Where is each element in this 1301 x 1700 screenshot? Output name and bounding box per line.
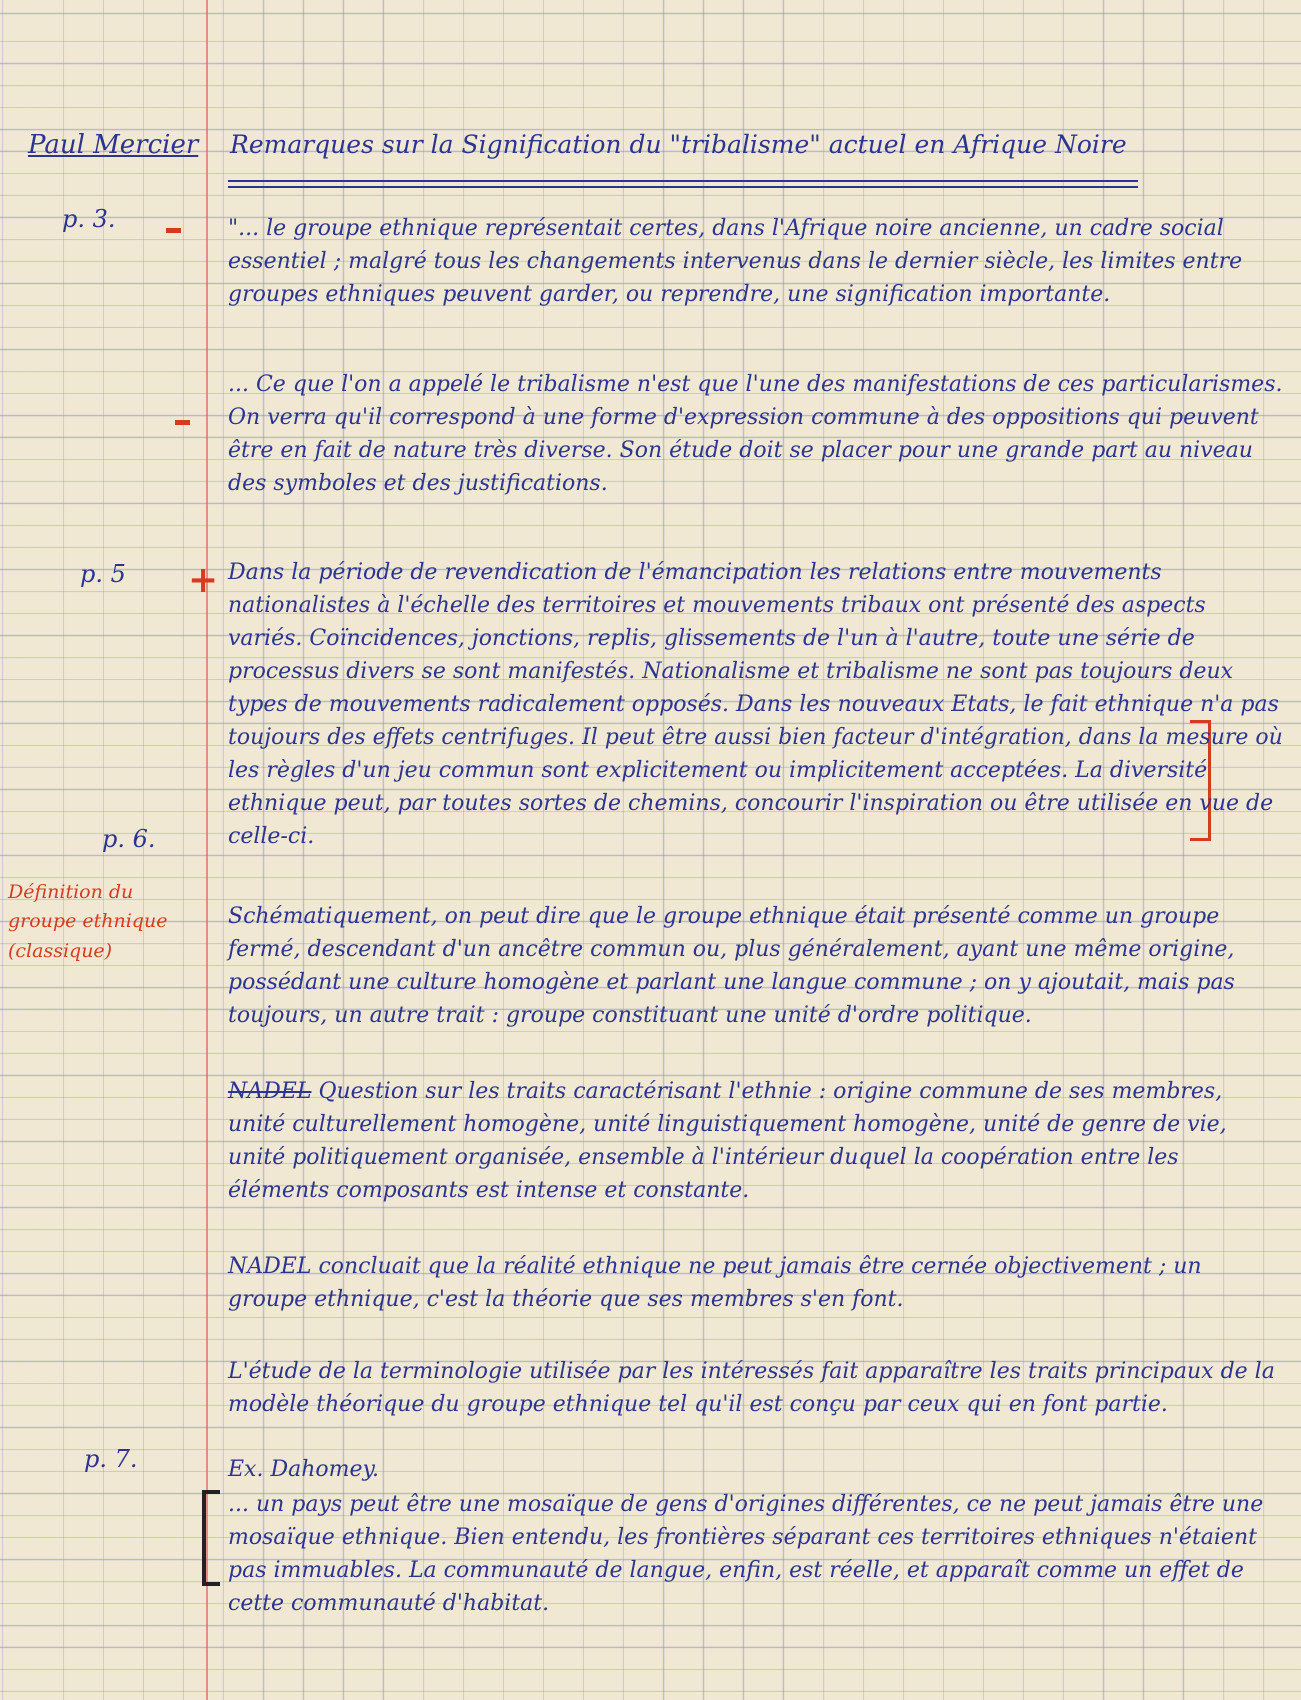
title-double-rule <box>228 180 1138 188</box>
author-name: Paul Mercier <box>28 130 199 160</box>
red-plus-marker: + <box>188 559 219 601</box>
paragraph: Ex. Dahomey. <box>228 1457 380 1482</box>
margin-line <box>206 0 208 1700</box>
page-ref-p3: p. 3. <box>62 205 116 233</box>
paragraph: Dans la période de revendication de l'émancipation les relations entre mouvements nationalistes à l'échelle des territoires et mouvements tribaux ont présenté des aspects variés. Coïncidences, jonctions, replis, glissements de l'un à l'autre, toute une série de processus divers se sont manifestés. Nationalisme et tribalisme ne sont pas toujours deux types de mouvements radicalement opposés. Dans les nouveaux Etats, le fait ethnique n'a pas toujours des effets centrifuges. Il peut être aussi bien facteur d'intégration, dans la mesure où les règles d'un jeu commun sont explicitement ou implicitement acceptées. La diversité ethnique peut, par toutes sortes de chemins, concourir l'inspiration ou être utilisée en vue de celle-ci. <box>228 560 1283 849</box>
black-margin-bracket <box>202 1490 220 1586</box>
struck-word: NADEL <box>228 1079 312 1104</box>
paragraph: Schématiquement, on peut dire que le groupe ethnique était présenté comme un groupe fermé, descendant d'un ancêtre commun ou, plus généralement, ayant une même origine, possédant une culture homogène et parlant une langue commune ; on y ajoutait, mais pas toujours, un autre trait : groupe constituant une unité d'ordre politique. <box>228 904 1235 1028</box>
paragraph-text: Question sur les traits caractérisant l'ethnie : origine commune de ses membres, unité culturellement homogène, unité linguistiquement homogène, unité de genre de vie, unité politiquement organisée, ensemble à l'intérieur duquel la coopération entre les éléments composants est intense et constante. <box>228 1079 1227 1203</box>
paragraph: NADEL concluait que la réalité ethnique ne peut jamais être cernée objectivement ; un groupe ethnique, c'est la théorie que ses membres s'en font. <box>228 1254 1202 1312</box>
page-title: Remarques sur la Signification du "tribalisme" actuel en Afrique Noire <box>230 130 1127 159</box>
page-ref-p7: p. 7. <box>84 1445 138 1473</box>
side-note-definition: Définition du groupe ethnique (classique) <box>8 881 168 962</box>
paragraph <box>228 1075 1283 1207</box>
red-dash-marker <box>166 228 181 233</box>
paragraph: "... le groupe ethnique représentait certes, dans l'Afrique noire ancienne, un cadre social essentiel ; malgré tous les changements intervenus dans le dernier siècle, les limites entre groupes ethniques peuvent garder, ou reprendre, une signification importante. <box>228 216 1243 307</box>
red-dash-marker <box>175 420 190 425</box>
paragraph: L'étude de la terminologie utilisée par les intéressés fait apparaître les traits principaux de la modèle théorique du groupe ethnique tel qu'il est conçu par ceux qui en font partie. <box>228 1359 1275 1417</box>
page-ref-p6: p. 6. <box>102 825 156 853</box>
page-ref-p5: p. 5 <box>80 560 126 588</box>
paragraph: ... un pays peut être une mosaïque de gens d'origines différentes, ce ne peut jamais être une mosaïque ethnique. Bien entendu, les frontières séparant ces territoires ethniques n'étaient pas immuables. La communauté de langue, enfin, est réelle, et apparaît comme un effet de cette communauté d'habitat. <box>228 1492 1264 1616</box>
paragraph: ... Ce que l'on a appelé le tribalisme n'est que l'une des manifestations de ces particularismes. On verra qu'il correspond à une forme d'expression commune à des oppositions qui peuvent être en fait de nature très diverse. Son étude doit se placer pour une grande part au niveau des symboles et des justifications. <box>228 372 1283 496</box>
